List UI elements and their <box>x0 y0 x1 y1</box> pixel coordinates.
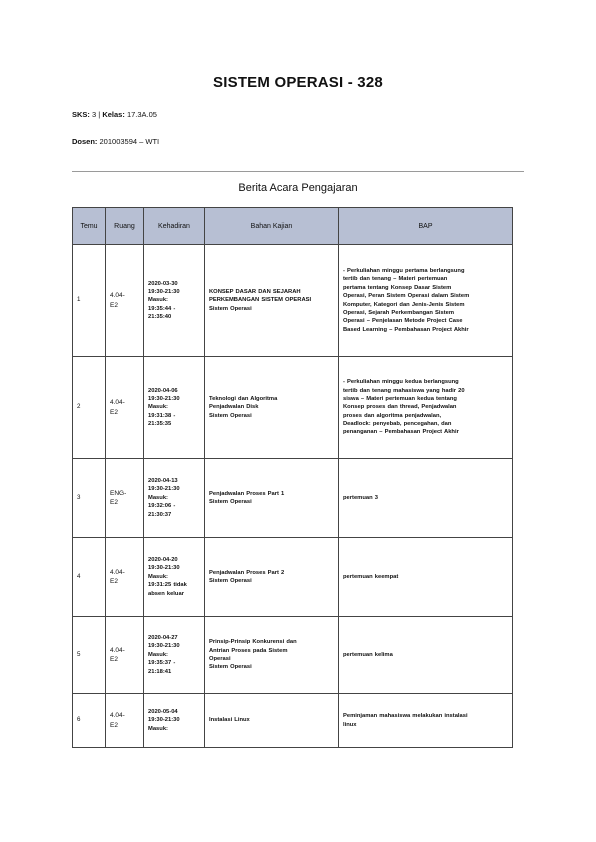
cell-bap <box>339 617 513 694</box>
cell-bahan-kajian-line: Sistem Operasi <box>209 664 252 671</box>
header-bahan-kajian: Bahan Kajian <box>205 208 339 245</box>
cell-kehadiran-line: 19:31:38 - <box>148 412 176 419</box>
cell-kehadiran-line: Masuk: <box>148 494 168 501</box>
cell-bap-line: Operasi, Sejarah Perkembangan Sistem <box>343 309 455 316</box>
cell-bap-line: pertama tentang Konsep Dasar Sistem <box>343 284 452 291</box>
document-title: SISTEM OPERASI - 328 <box>213 74 383 91</box>
cell-bahan-kajian-line: Penjadwalan Disk <box>209 404 259 411</box>
dosen-line <box>72 137 159 146</box>
cell-bap-line: Peminjaman mahasiswa melakukan instalasi <box>343 713 468 720</box>
cell-bap <box>339 357 513 459</box>
sks-value: 3 <box>92 110 97 119</box>
cell-ruang-line: 4.04- <box>110 646 125 654</box>
header-temu: Temu <box>73 208 106 245</box>
cell-kehadiran-line: 21:35:35 <box>148 421 172 428</box>
cell-bap-line: Based Learning – Pembahasan Project Akhir <box>343 326 469 333</box>
cell-bap-line: tertib dan tenang mahasiswa yang hadir 20 <box>343 387 465 394</box>
cell-ruang <box>106 357 144 459</box>
cell-bahan-kajian <box>205 617 339 694</box>
cell-kehadiran <box>144 694 205 748</box>
cell-bap-line: Operasi – Penjelasan Metode Project Case <box>343 318 463 325</box>
cell-kehadiran-line: 21:18:41 <box>148 668 172 675</box>
cell-bahan-kajian-line: PERKEMBANGAN SISTEM OPERASI <box>209 297 312 304</box>
cell-bahan-kajian-line: Prinsip-Prinsip Konkurensi dan <box>209 639 297 646</box>
cell-bahan-kajian-line: KONSEP DASAR DAN SEJARAH <box>209 288 301 295</box>
divider <box>72 171 524 172</box>
cell-kehadiran-line: 19:30-21:30 <box>148 486 180 493</box>
cell-bahan-kajian-line: Penjadwalan Proses Part 2 <box>209 569 285 576</box>
cell-kehadiran-line: 2020-04-06 <box>148 387 178 394</box>
cell-kehadiran-line: Masuk: <box>148 297 168 304</box>
cell-bahan-kajian-line: Sistem Operasi <box>209 305 252 312</box>
cell-kehadiran-line: 2020-05-04 <box>148 708 178 715</box>
cell-ruang-line: 4.04- <box>110 568 125 576</box>
cell-kehadiran <box>144 617 205 694</box>
cell-kehadiran-line: 19:30-21:30 <box>148 643 180 650</box>
cell-kehadiran-line: 19:30-21:30 <box>148 288 180 295</box>
cell-temu: 4 <box>73 538 106 617</box>
cell-kehadiran-line: 21:30:37 <box>148 511 172 518</box>
cell-bahan-kajian-line: Antrian Proses pada Sistem <box>209 647 288 654</box>
table-row <box>73 538 513 617</box>
cell-kehadiran <box>144 459 205 538</box>
cell-bap-line: penanganan – Pembahasan Project Akhir <box>343 429 459 436</box>
cell-kehadiran-line: 19:31:25 tidak <box>148 582 187 589</box>
dosen-label: Dosen: <box>72 137 98 146</box>
kelas-value: 17.3A.05 <box>126 110 157 119</box>
cell-kehadiran-line: 2020-04-27 <box>148 635 178 642</box>
cell-bahan-kajian <box>205 459 339 538</box>
cell-ruang-line: E2 <box>110 499 118 506</box>
table-row <box>73 357 513 459</box>
cell-bap <box>339 538 513 617</box>
cell-bahan-kajian-line: Operasi <box>209 656 231 662</box>
cell-ruang-line: 4.04- <box>110 399 125 407</box>
cell-kehadiran-line: Masuk: <box>148 404 168 411</box>
cell-kehadiran <box>144 245 205 357</box>
cell-temu: 2 <box>73 357 106 459</box>
cell-ruang-line: E2 <box>110 301 118 309</box>
cell-kehadiran-line: 19:30-21:30 <box>148 395 180 402</box>
cell-ruang <box>106 459 144 538</box>
cell-kehadiran <box>144 538 205 617</box>
kelas-label: Kelas: <box>102 110 125 119</box>
cell-bap-line: proses dan algoritma penjadwalan, <box>343 412 442 419</box>
cell-kehadiran-line: 2020-04-20 <box>148 557 178 564</box>
cell-kehadiran-line: 21:35:40 <box>148 314 172 321</box>
cell-ruang <box>106 245 144 357</box>
cell-bap <box>339 245 513 357</box>
cell-kehadiran-line: absen keluar <box>148 590 184 597</box>
sks-kelas-line <box>72 110 157 119</box>
cell-ruang-line: E2 <box>110 656 118 663</box>
table-row <box>73 459 513 538</box>
table-row <box>73 694 513 748</box>
cell-ruang <box>106 538 144 617</box>
cell-kehadiran-line: 19:30-21:30 <box>148 565 180 572</box>
header-ruang: Ruang <box>106 208 144 245</box>
cell-bap-line: Konsep proses dan thread, Penjadwalan <box>343 404 457 411</box>
cell-kehadiran-line: 2020-03-30 <box>148 280 178 287</box>
cell-kehadiran-line: 19:30-21:30 <box>148 717 180 724</box>
cell-bap-line: pertemuan kelima <box>343 651 393 658</box>
cell-ruang-line: 4.04- <box>110 292 125 300</box>
section-title: Berita Acara Pengajaran <box>238 182 358 194</box>
cell-temu: 6 <box>73 694 106 748</box>
cell-bahan-kajian <box>205 694 339 748</box>
table-header-row <box>73 208 513 245</box>
cell-bap-line: linux <box>343 721 357 728</box>
cell-bap-line: - Perkuliahan minggu pertama berlangsung <box>343 267 465 274</box>
dosen-value: 201003594 – WTI <box>99 137 160 146</box>
cell-kehadiran-line: 19:35:44 - <box>148 305 176 312</box>
cell-ruang-line: E2 <box>110 721 118 729</box>
cell-bap-line: tertib dan tenang – Materi pertemuan <box>343 276 448 283</box>
cell-kehadiran <box>144 357 205 459</box>
table-row <box>73 245 513 357</box>
cell-bahan-kajian-line: Sistem Operasi <box>209 499 252 505</box>
cell-bahan-kajian-line: Teknologi dan Algoritma <box>209 395 278 402</box>
cell-bahan-kajian-line: Sistem Operasi <box>209 578 252 584</box>
cell-kehadiran-line: Masuk: <box>148 725 168 732</box>
cell-bahan-kajian <box>205 245 339 357</box>
bap-table <box>72 207 513 748</box>
cell-bahan-kajian <box>205 538 339 617</box>
cell-bap-line: pertemuan 3 <box>343 494 378 501</box>
cell-ruang-line: E2 <box>110 408 118 416</box>
cell-bahan-kajian-line: Instalasi Linux <box>209 717 250 724</box>
sks-label: SKS: <box>72 110 90 119</box>
cell-ruang <box>106 694 144 748</box>
header-bap: BAP <box>339 208 513 245</box>
table-body <box>73 245 513 748</box>
cell-bahan-kajian-line: Penjadwalan Proses Part 1 <box>209 490 285 497</box>
header-kehadiran: Kehadiran <box>144 208 205 245</box>
cell-temu: 3 <box>73 459 106 538</box>
cell-ruang-line: 4.04- <box>110 712 125 720</box>
cell-kehadiran-line: Masuk: <box>148 651 168 658</box>
cell-ruang-line: E2 <box>110 578 118 585</box>
separator: | <box>98 110 101 119</box>
cell-ruang <box>106 617 144 694</box>
cell-bahan-kajian-line: Sistem Operasi <box>209 412 252 419</box>
cell-bap <box>339 694 513 748</box>
cell-temu: 5 <box>73 617 106 694</box>
cell-kehadiran-line: 19:32:06 - <box>148 503 176 510</box>
cell-bap-line: pertemuan keempat <box>343 573 399 580</box>
cell-ruang-line: ENG- <box>110 489 127 497</box>
cell-bap-line: - Perkuliahan minggu kedua berlangsung <box>343 379 459 386</box>
cell-bap <box>339 459 513 538</box>
cell-bap-line: siswa – Materi pertemuan kedua tentang <box>343 395 457 402</box>
cell-bap-line: Operasi, Peran Sistem Operasi dalam Sistem <box>343 293 470 300</box>
cell-bap-line: Deadlock: penyebab, pencegahan, dan <box>343 421 452 428</box>
cell-bahan-kajian <box>205 357 339 459</box>
cell-kehadiran-line: Masuk: <box>148 573 168 580</box>
cell-temu: 1 <box>73 245 106 357</box>
table-row <box>73 617 513 694</box>
cell-bap-line: Komputer, Kategori dan Jenis-Jenis Sistem <box>343 301 465 308</box>
cell-kehadiran-line: 2020-04-13 <box>148 478 178 485</box>
cell-kehadiran-line: 19:35:37 - <box>148 660 176 667</box>
